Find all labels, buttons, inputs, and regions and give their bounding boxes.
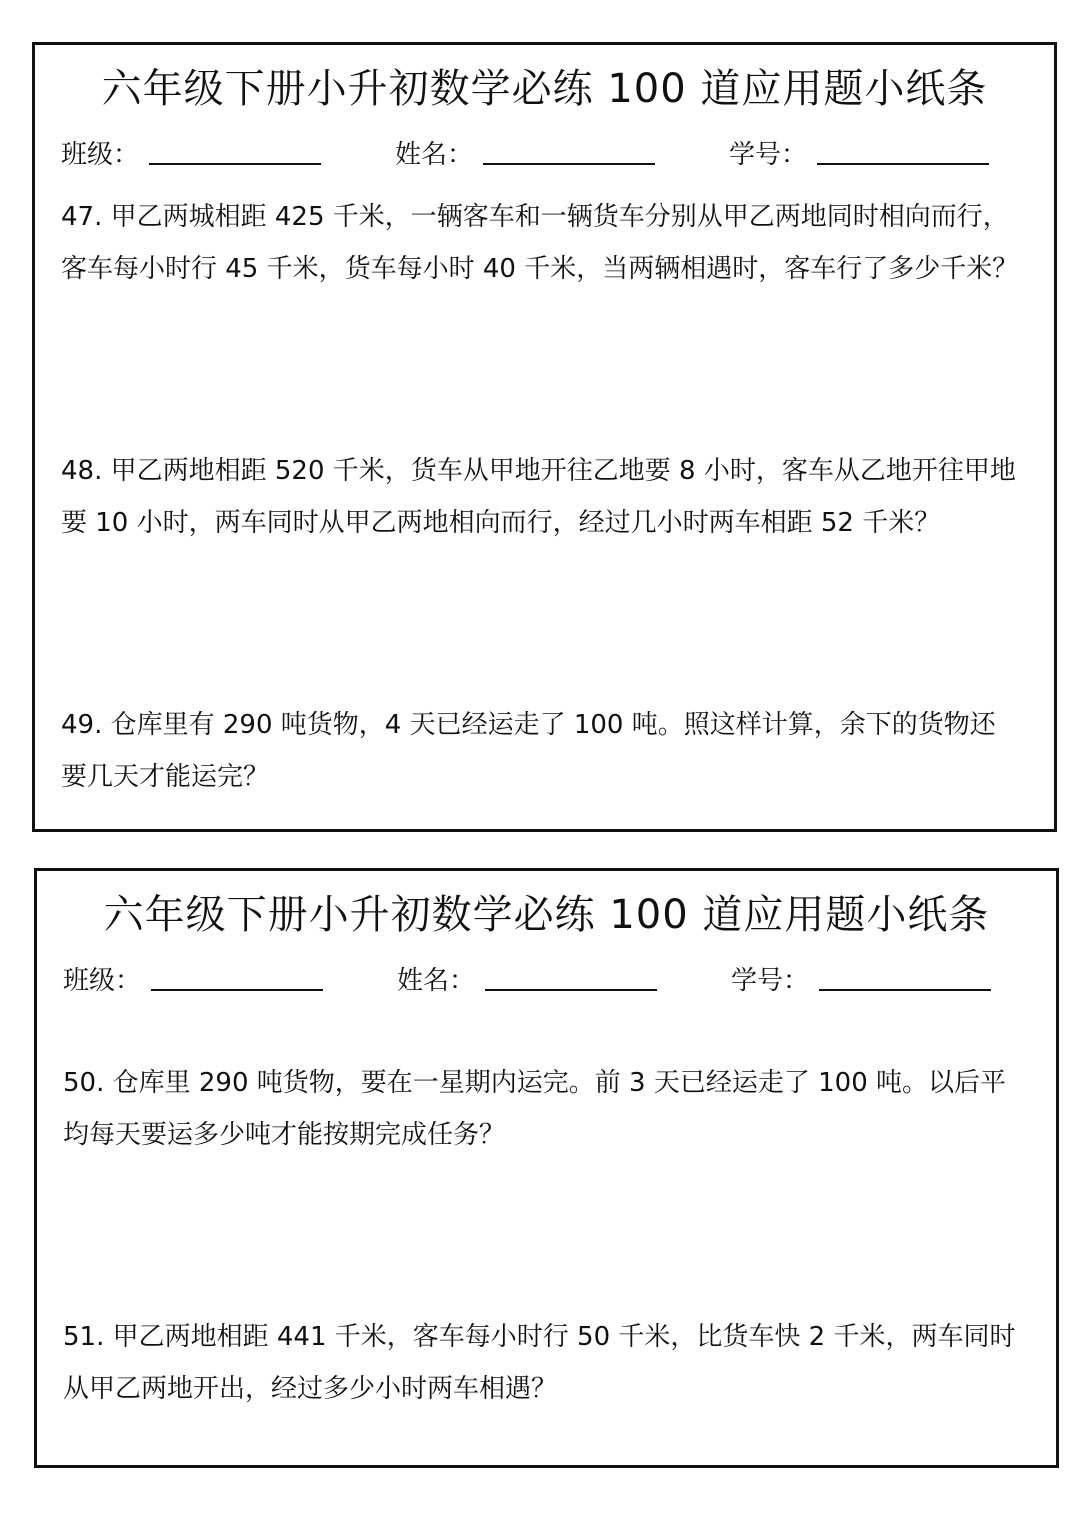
card-title: 六年级下册小升初数学必练 100 道应用题小纸条 <box>101 66 988 112</box>
name-field <box>397 963 657 999</box>
name-blank-line[interactable] <box>483 137 655 165</box>
class-label: 班级： <box>63 966 142 996</box>
student-info-row <box>63 963 1030 999</box>
class-blank-line[interactable] <box>151 963 323 991</box>
name-label: 姓名： <box>395 140 474 170</box>
class-field <box>61 137 321 173</box>
student-id-blank-line[interactable] <box>819 963 991 991</box>
name-field <box>395 137 655 173</box>
class-field <box>63 963 323 999</box>
card-title: 六年级下册小升初数学必练 100 道应用题小纸条 <box>103 892 990 938</box>
worksheet-card-1 <box>32 42 1057 832</box>
question-49: 49. 仓库里有 290 吨货物，4 天已经运走了 100 吨。照这样计算，余下的货物还要几天才能运完？ <box>61 710 996 792</box>
student-id-label: 学号： <box>731 966 810 996</box>
student-id-label: 学号： <box>729 140 808 170</box>
question-48: 48. 甲乙两地相距 520 千米，货车从甲地开往乙地要 8 小时，客车从乙地开往甲地要 10 小时，两车同时从甲乙两地相向而行，经过几小时两车相距 52 千米？ <box>61 456 1016 538</box>
question-51: 51. 甲乙两地相距 441 千米，客车每小时行 50 千米，比货车快 2 千米，两车同时从甲乙两地开出，经过多少小时两车相遇？ <box>63 1322 1016 1404</box>
student-id-field <box>729 137 989 173</box>
student-id-field <box>731 963 991 999</box>
class-blank-line[interactable] <box>149 137 321 165</box>
class-label: 班级： <box>61 140 140 170</box>
question-47: 47. 甲乙两城相距 425 千米，一辆客车和一辆货车分别从甲乙两地同时相向而行，客车每小时行 45 千米，货车每小时 40 千米，当两辆相遇时，客车行了多少千米？ <box>61 202 1019 284</box>
question-50: 50. 仓库里 290 吨货物，要在一星期内运完。前 3 天已经运走了 100 吨。以后平均每天要运多少吨才能按期完成任务？ <box>63 1068 1006 1150</box>
name-blank-line[interactable] <box>485 963 657 991</box>
student-info-row <box>61 137 1028 173</box>
name-label: 姓名： <box>397 966 476 996</box>
worksheet-card-2 <box>34 868 1059 1468</box>
student-id-blank-line[interactable] <box>817 137 989 165</box>
